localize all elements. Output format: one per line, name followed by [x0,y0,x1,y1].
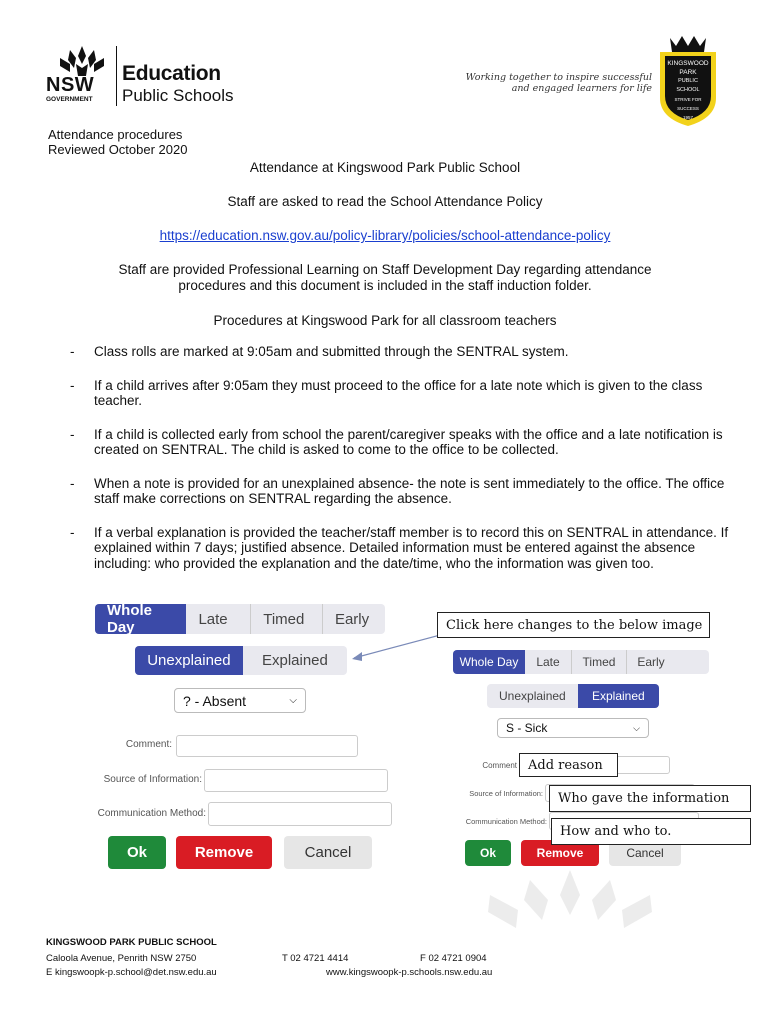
callout-click-here: Click here changes to the below image [437,612,710,638]
list-item-text: If a child is collected early from school the parent/caregiver speaks with the office and a late notification is created on SENTRAL. The child is asked to come to the office to be collected. [94,426,723,457]
logo-divider [116,46,117,106]
tab-late[interactable]: Late [186,604,251,634]
cancel-button[interactable]: Cancel [609,840,681,866]
tab-late[interactable]: Late [525,650,572,674]
comment-label: Comment [482,761,517,770]
comment-field[interactable] [176,735,358,757]
logo-education-text: Education [122,62,221,85]
comment-label: Comment: [125,739,172,750]
list-item: - Class rolls are marked at 9:05am and submitted through the SENTRAL system. [70,344,569,359]
ok-button[interactable]: Ok [108,836,166,869]
meta-line-2: Reviewed October 2020 [48,142,188,157]
tab-timed[interactable]: Timed [572,650,627,674]
crest-text: PUBLIC SCHOOL [676,78,700,93]
select-value: ? - Absent [183,692,247,709]
method-label: Communication Method: [97,808,206,819]
tab-whole-day[interactable]: Whole Day [95,604,186,634]
callout-who-gave: Who gave the information [549,785,751,812]
remove-button[interactable]: Remove [176,836,272,869]
ok-button[interactable]: Ok [465,840,511,866]
method-field[interactable] [208,802,392,826]
tab-early[interactable]: Early [637,655,665,669]
callout-how-who: How and who to. [551,818,751,845]
footer-school-name: KINGSWOOD PARK PUBLIC SCHOOL [46,937,217,948]
attendance-type-tabs [453,650,709,674]
tab-early[interactable]: Early [334,610,370,628]
cancel-button[interactable]: Cancel [284,836,372,869]
chevron-down-icon: ⌵ [289,695,297,706]
school-crest-logo [650,32,726,128]
crest-text: STRIVE FOR [674,97,702,102]
policy-intro: Staff are asked to read the School Attendance Policy [227,194,543,209]
chevron-down-icon: ⌵ [633,722,640,733]
method-label: Communication Method: [465,817,547,826]
toggle-unexplained[interactable]: Unexplained [499,689,566,703]
pl-line-2: procedures and this document is included in the staff induction folder. [178,278,592,293]
school-motto [440,72,652,94]
toggle-unexplained[interactable]: Unexplained [135,646,243,675]
logo-public-schools-text: Public Schools [122,86,234,105]
list-item-text: Class rolls are marked at 9:05am and submitted through the SENTRAL system. [94,344,569,359]
procedures-heading: Procedures at Kingswood Park for all classroom teachers [213,313,557,328]
footer-website[interactable]: www.kingswoopk-p.schools.nsw.edu.au [326,967,493,978]
policy-link[interactable]: https://education.nsw.gov.au/policy-library/policies/school-attendance-policy [159,228,611,243]
logo-nsw-text: NSW [46,74,95,96]
list-item: - When a note is provided for an unexplained absence- the note is sent immediately to the office. The office staff make corrections on SENTRAL regarding the absence. [70,475,725,506]
footer-fax: F 02 4721 0904 [420,953,487,964]
toggle-explained[interactable]: Explained [578,684,659,708]
source-field[interactable] [204,769,388,792]
crest-text: SUCCESS [677,106,699,111]
crest-text: PARK [679,69,697,76]
explained-toggle [135,646,347,675]
list-item-text: If a child arrives after 9:05am they must proceed to the office for a late note which is given to the class teacher. [94,377,703,408]
pl-line-1: Staff are provided Professional Learning on Staff Development Day regarding attendance [118,262,652,277]
select-value: S - Sick [506,721,548,735]
meta-line-1: Attendance procedures [48,127,183,142]
tab-whole-day[interactable]: Whole Day [453,650,525,674]
crest-text: KINGSWOOD [667,60,709,67]
absence-reason-select[interactable] [497,718,649,738]
nsw-waratah-logo [46,44,118,106]
professional-learning-text [0,262,770,294]
policy-link-row [0,228,770,243]
tab-timed[interactable]: Timed [251,604,323,634]
footer-address: Caloola Avenue, Penrith NSW 2750 [46,953,197,964]
list-item: - If a child arrives after 9:05am they must proceed to the office for a late note which is given to the class teacher. [70,377,703,408]
source-label: Source of Information: [469,789,543,798]
footer-phone: T 02 4721 4414 [282,953,349,964]
toggle-explained[interactable]: Explained [261,652,328,669]
waratah-watermark-icon [420,870,720,930]
document-title: Attendance at Kingswood Park Public School [249,160,521,175]
explained-toggle [487,684,659,708]
document-meta [48,127,187,157]
list-item-text: When a note is provided for an unexplained absence- the note is sent immediately to the office. The office staff make corrections on SENTRAL regarding the absence. [94,475,725,506]
list-item-text: If a verbal explanation is provided the teacher/staff member is to record this on SENTRAL in attendance. If explained within 7 days; justified absence. Detailed information must be entered against the absence including: who provided the explanation and the date/time, who the information was given too. [94,524,729,571]
source-label: Source of Information: [103,774,202,785]
logo-government-text: GOVERNMENT [46,96,93,103]
motto-line-1: Working together to inspire successful [465,72,652,83]
callout-add-reason: Add reason [519,753,618,777]
list-item: - If a verbal explanation is provided the teacher/staff member is to record this on SENTRAL in attendance. If explained within 7 days; justified absence. Detailed information must be entered against the absence including: who provided the explanation and the date/time, who the information was given too. [70,524,729,571]
remove-button[interactable]: Remove [521,840,599,866]
footer-email[interactable]: E kingswoopk-p.school@det.nsw.edu.au [46,967,217,978]
absence-reason-select[interactable] [174,688,306,713]
crest-text: 1957 [682,115,693,120]
list-item: - If a child is collected early from school the parent/caregiver speaks with the office and a late notification is created on SENTRAL. The child is asked to come to the office to be collected. [70,426,723,457]
procedures-list [66,344,734,571]
motto-line-2: and engaged learners for life [511,83,652,94]
